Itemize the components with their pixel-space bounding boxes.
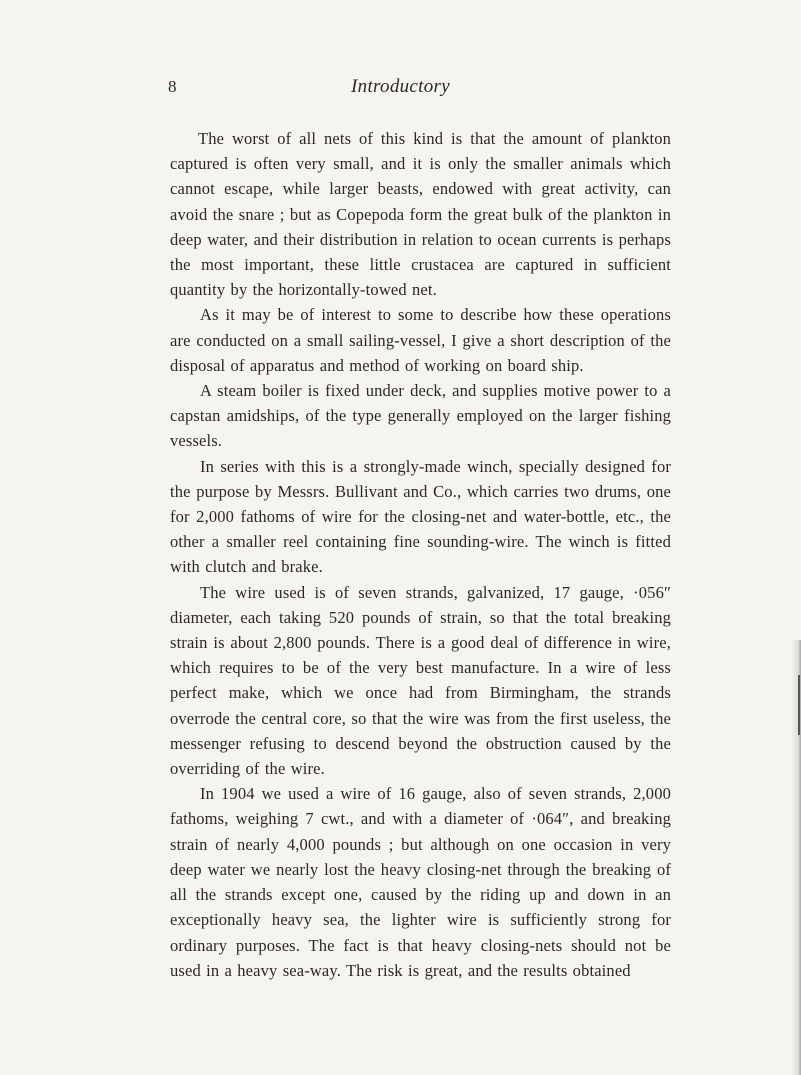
paragraph: As it may be of interest to some to describe how these operations are conducted on a small sailing-vessel, I give a short description of the disposal of apparatus and method of working on board ship. [170,305,671,375]
running-title: Introductory [351,76,450,97]
paragraph: The wire used is of seven strands, galvanized, 17 gauge, ·056″ diameter, each taking 520 pounds of strain, so that the total breaking strain is about 2,800 pounds. There is a good deal of difference in wire, which requires to be of the very best manufacture. In a wire of less perfect make, which we once had from Birmingham, the strands overrode the central core, so that the wire was from the first useless, the messenger refusing to descend beyond the obstruction caused by the overriding of the wire. [170,582,671,779]
page-edge-mark [798,675,800,735]
paragraph: In 1904 we used a wire of 16 gauge, also of seven strands, 2,000 fathoms, weighing 7 cwt., and with a diameter of ·064″, and breaking strain of nearly 4,000 pounds ; but although on one occasion in very deep water we nearly lost the heavy closing-net through the breaking of all the strands except one, caused by the riding up and down in an exceptionally heavy sea, the lighter wire is sufficiently strong for ordinary purposes. The fact is that heavy closing-nets should not be used in a heavy sea-way. The risk is great, and the results obtained [170,784,671,980]
paragraph: The worst of all nets of this kind is that the amount of plankton captured is often very small, and it is only the smaller animals which cannot escape, while larger beasts, endowed with great activity, can avoid the snare ; but as Copepoda form the great bulk of the plankton in deep water, and their distribution in relation to ocean currents is perhaps the most important, these little crustacea are captured in sufficient quantity by the horizontally-towed net. [170,129,671,300]
paragraph: A steam boiler is fixed under deck, and supplies motive power to a capstan amidships, of the type generally employed on the larger fishing vessels. [170,381,671,451]
body-text [170,126,671,983]
page-number: 8 [168,77,177,96]
paragraph: In series with this is a strongly-made winch, specially designed for the purpose by Messrs. Bullivant and Co., which carries two drums, one for 2,000 fathoms of wire for the closing-net and water-bottle, etc., the other a smaller reel containing fine sounding-wire. The winch is fitted with clutch and brake. [170,456,671,577]
